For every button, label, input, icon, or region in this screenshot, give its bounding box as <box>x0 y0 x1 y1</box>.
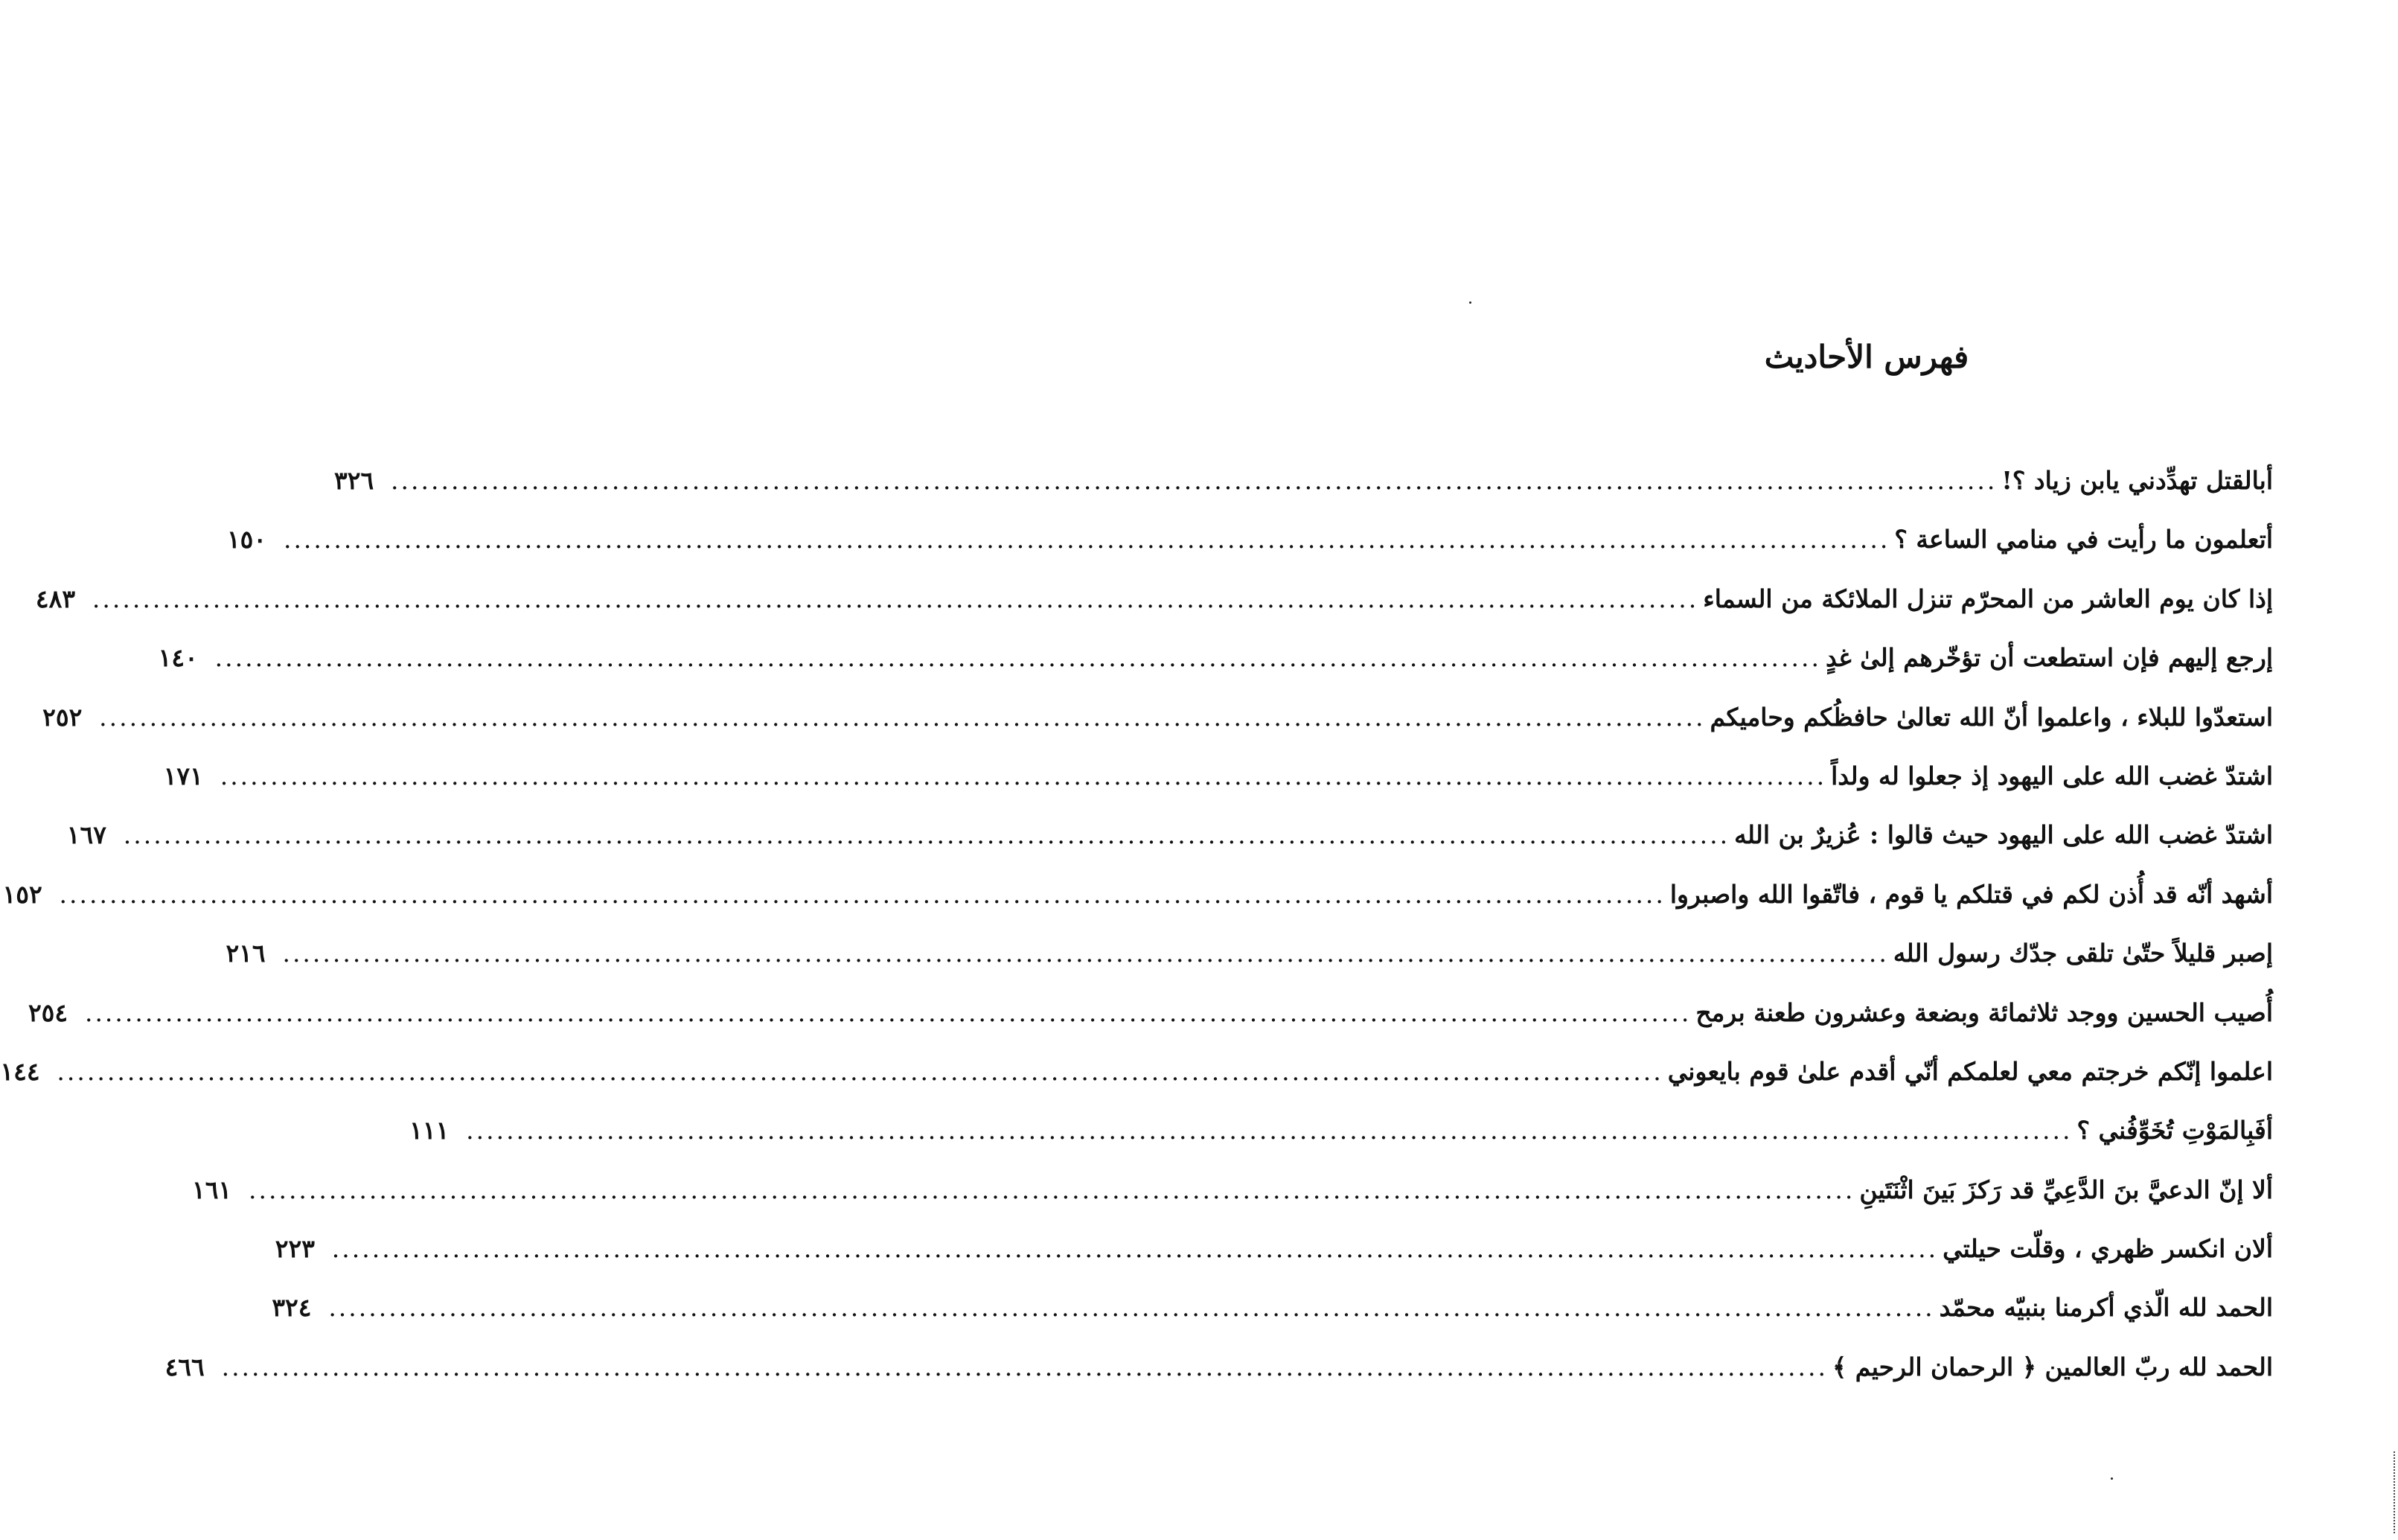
dot-leader: ................................................................................................................................................................ <box>92 584 1699 613</box>
dot-leader: ................................................................................................................................................................ <box>328 1293 1935 1323</box>
page-number: ١٧١ <box>163 761 203 790</box>
page-number: ١٤٠ <box>158 643 198 673</box>
dot-leader: ................................................................................................................................................................ <box>59 879 1666 909</box>
page-number: ٢١٦ <box>226 939 266 968</box>
entry-text: ألا إنّ الدعيَّ بنَ الدَّعِيِّ قد رَكزَ بَينَ اثْنَتَينِ <box>1859 1175 2273 1204</box>
entry-text: ألان انكسر ظهري ، وقلّت حيلتي <box>1943 1234 2273 1264</box>
dot-leader: ................................................................................................................................................................ <box>221 1352 1828 1381</box>
entry-text: أبالقتل تهدِّدني يابن زياد ؟! <box>2001 466 2273 495</box>
index-entry <box>35 573 2273 632</box>
dot-leader: ................................................................................................................................................................ <box>331 1234 1939 1264</box>
dot-leader: ................................................................................................................................................................ <box>391 466 1998 495</box>
page-number: ١٥٢ <box>2 879 42 909</box>
index-entry <box>334 455 2273 514</box>
entry-text: اشتدّ غضب الله على اليهود حيث قالوا : عُزيرٌ بن الله <box>1734 820 2273 850</box>
page-number: ٢٥٤ <box>28 997 68 1027</box>
dot-leader: ................................................................................................................................................................ <box>99 702 1706 732</box>
entry-text: الحمد لله ربّ العالمين ﴿ الرحمان الرحيم ﴾ <box>1832 1352 2273 1381</box>
page-number: ٤٨٣ <box>35 584 76 613</box>
dot-leader: ................................................................................................................................................................ <box>282 939 1889 968</box>
page-number: ٤٦٦ <box>164 1352 205 1381</box>
page-number: ١٦٧ <box>66 820 106 850</box>
index-entry <box>191 1164 2273 1223</box>
page-number: ٣٢٤ <box>272 1293 312 1323</box>
entry-text: اشتدّ غضب الله على اليهود إذ جعلوا له ولداً <box>1831 761 2273 790</box>
page-number: ٢٥٢ <box>42 702 83 732</box>
page-number: ١٥٠ <box>226 525 267 555</box>
page-number: ١١١ <box>409 1116 450 1146</box>
entry-text: أفَبِالمَوْتِ تُخَوِّفُني ؟ <box>2076 1116 2273 1146</box>
index-entry <box>226 514 2273 572</box>
entry-text: أشهد أنّه قد أُذن لكم في قتلكم يا قوم ، فاتّقوا الله واصبروا <box>1669 879 2273 909</box>
entry-text: أتعلمون ما رأيت في منامي الساعة ؟ <box>1894 525 2273 555</box>
index-entry <box>66 809 2273 868</box>
index-entry <box>272 1282 2273 1341</box>
scan-speck <box>1469 301 1471 304</box>
index-entry <box>163 750 2273 809</box>
dot-leader: ................................................................................................................................................................ <box>84 997 1692 1027</box>
page-number: ١٤٤ <box>0 1056 40 1086</box>
entry-text: إرجع إليهم فإن استطعت أن تؤخّرهم إلىٰ غدٍ <box>1826 643 2273 673</box>
page-number: ١٦١ <box>191 1175 232 1204</box>
index-entry <box>409 1105 2273 1163</box>
dot-leader: ................................................................................................................................................................ <box>123 820 1730 850</box>
index-entry <box>275 1223 2273 1282</box>
entry-text: استعدّوا للبلاء ، واعلموا أنّ الله تعالىٰ حافظُكم وحاميكم <box>1710 702 2273 732</box>
index-entry <box>226 927 2273 986</box>
scan-edge-mark <box>2391 1451 2395 1533</box>
dot-leader: ................................................................................................................................................................ <box>248 1175 1855 1204</box>
dot-leader: ................................................................................................................................................................ <box>220 761 1827 790</box>
scan-speck <box>2111 1477 2113 1480</box>
page-title: فهرس الأحاديث <box>1764 339 1969 375</box>
index-entry <box>0 1046 2273 1105</box>
index-entry <box>28 987 2273 1046</box>
hadith-index-list <box>0 455 2273 1400</box>
dot-leader: ................................................................................................................................................................ <box>283 525 1890 555</box>
page-number: ٢٢٣ <box>275 1234 315 1264</box>
entry-text: الحمد لله الّذي أكرمنا بنبيّه محمّد <box>1939 1293 2273 1323</box>
dot-leader: ................................................................................................................................................................ <box>466 1116 2073 1146</box>
dot-leader: ................................................................................................................................................................ <box>57 1056 1663 1086</box>
entry-text: اعلموا إنّكم خرجتم معي لعلمكم أنّي أقدم علىٰ قوم بايعوني <box>1667 1056 2273 1086</box>
entry-text: إصبر قليلاً حتّىٰ تلقى جدّك رسول الله <box>1893 939 2273 968</box>
entry-text: أُصيب الحسين ووجد ثلاثمائة وبضعة وعشرون طعنة برمح <box>1695 997 2273 1027</box>
page-number: ٣٢٦ <box>334 466 374 495</box>
index-entry <box>42 691 2273 750</box>
dot-leader: ................................................................................................................................................................ <box>214 643 1821 673</box>
index-entry <box>158 632 2273 691</box>
entry-text: إذا كان يوم العاشر من المحرّم تنزل الملائكة من السماء <box>1703 584 2273 613</box>
index-entry <box>164 1341 2273 1400</box>
index-entry <box>2 869 2273 927</box>
